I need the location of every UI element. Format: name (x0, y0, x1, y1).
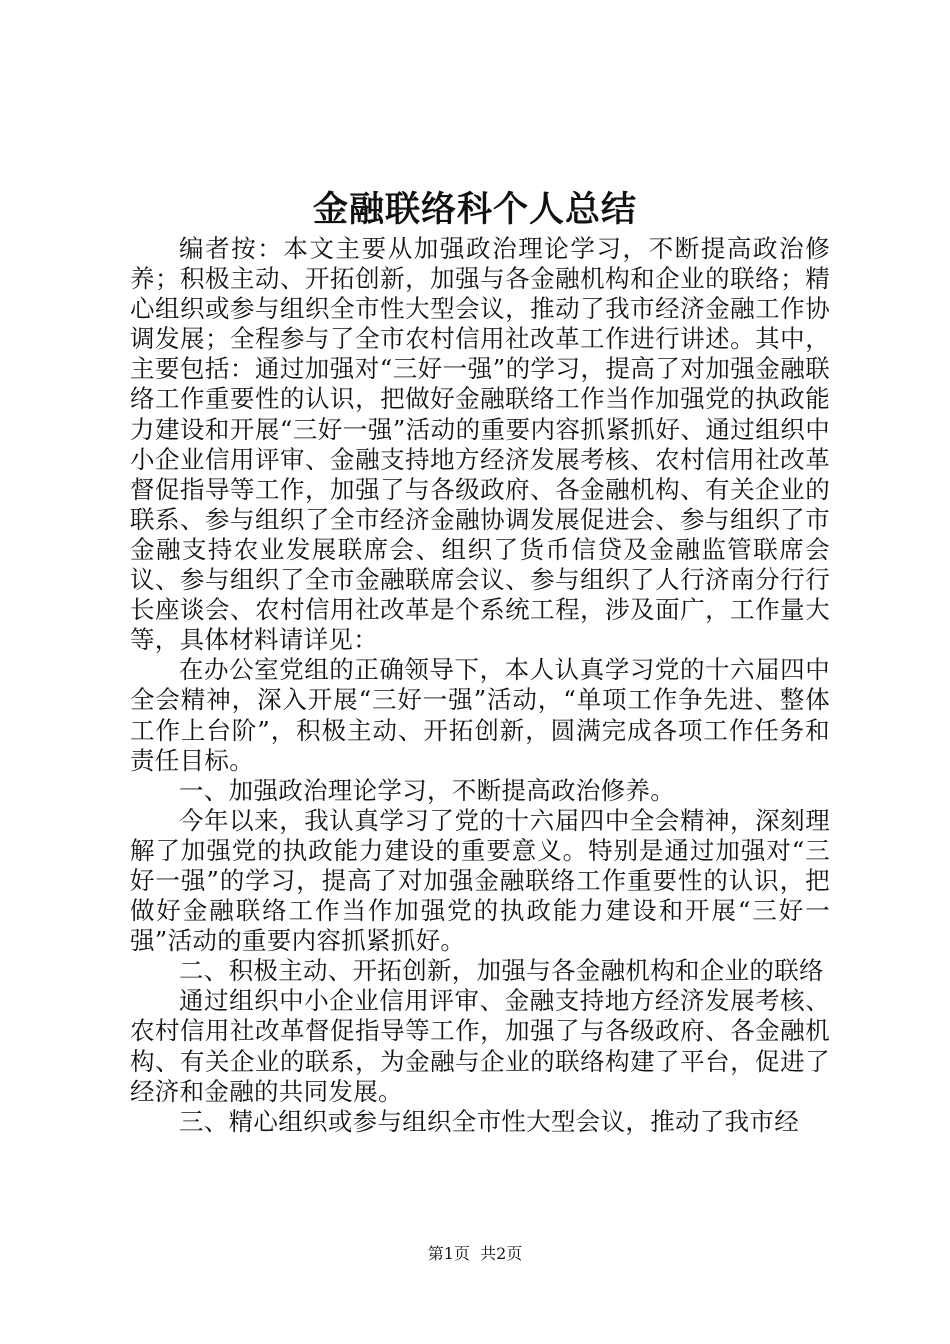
document-title: 金融联络科个人总结 (312, 189, 637, 230)
intro-paragraph: 在办公室党组的正确领导下，本人认真学习党的十六届四中全会精神，深入开展“三好一强”活动，“单项工作争先进、整体工作上台阶”，积极主动、开拓创新，圆满完成各项工作任务和责任目标。 (130, 655, 830, 775)
document-body (130, 234, 830, 1137)
section-heading-3: 三、精心组织或参与组织全市性大型会议，推动了我市经 (179, 1106, 799, 1136)
section-2-paragraph: 通过组织中小企业信用评审、金融支持地方经济发展考核、农村信用社改革督促指导等工作，加强了与各级政府、各金融机构、有关企业的联系，为金融与企业的联络构建了平台，促进了经济和金融的共同发展。 (130, 986, 830, 1106)
section-heading-2: 二、积极主动、开拓创新，加强与各金融机构和企业的联络 (179, 956, 824, 986)
page-footer (0, 1244, 950, 1264)
section-heading-1: 一、加强政治理论学习，不断提高政治修养。 (179, 775, 675, 805)
section-1-paragraph: 今年以来，我认真学习了党的十六届四中全会精神，深刻理解了加强党的执政能力建设的重要意义。特别是通过加强对“三好一强”的学习，提高了对加强金融联络工作重要性的认识，把做好金融联络工作当作加强党的执政能力建设和开展“三好一强”活动的重要内容抓紧抓好。 (130, 805, 831, 956)
page-number: 第1页 共2页 (427, 1244, 523, 1263)
editor-note-paragraph: 编者按：本文主要从加强政治理论学习，不断提高政治修养；积极主动、开拓创新，加强与各金融机构和企业的联络；精心组织或参与组织全市性大型会议，推动了我市经济金融工作协调发展；全程参与了全市农村信用社改革工作进行讲述。其中，主要包括：通过加强对“三好一强”的学习，提高了对加强金融联络工作重要性的认识，把做好金融联络工作当作加强党的执政能力建设和开展“三好一强”活动的重要内容抓紧抓好、通过组织中小企业信用评审、金融支持地方经济发展考核、农村信用社改革督促指导等工作，加强了与各级政府、各金融机构、有关企业的联系、参与组织了全市经济金融协调发展促进会、参与组织了市金融支持农业发展联席会、组织了货币信贷及金融监管联席会议、参与组织了全市金融联席会议、参与组织了人行济南分行行长座谈会、农村信用社改革是个系统工程，涉及面广，工作量大等，具体材料请详见： (130, 234, 830, 655)
